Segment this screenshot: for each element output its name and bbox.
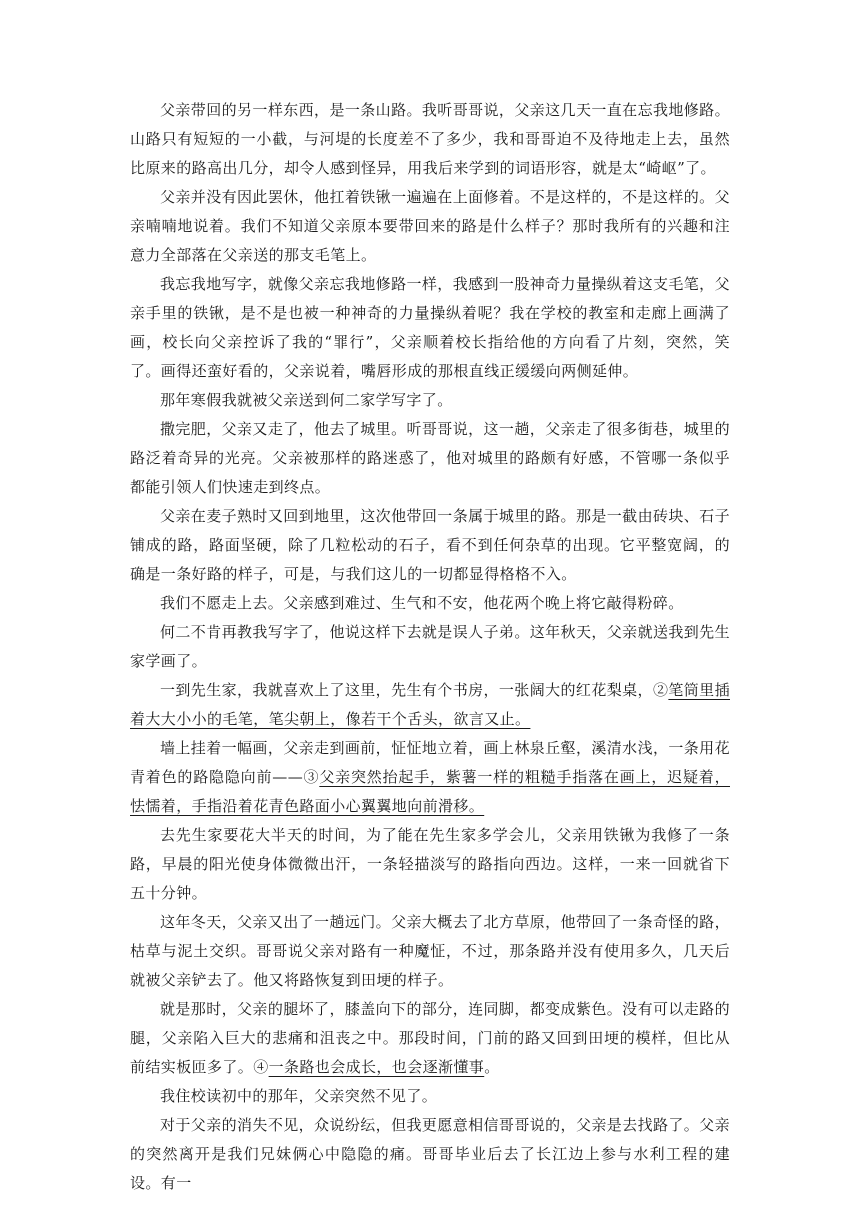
paragraph: [130, 415, 730, 502]
paragraph-text: 墙上挂着一幅画，父亲走到画前，怔怔地立着，画上林泉丘壑，溪清水浅，一条用花青着色的路隐隐向前——③: [130, 739, 730, 786]
paragraph: [130, 96, 730, 183]
paragraph: [130, 995, 730, 1082]
underlined-text: 笔筒里插着大大小小的毛笔，笔尖朝上，像若干个舌头，欲言又止。: [130, 681, 730, 728]
paragraph-text: 这年冬天，父亲又出了一趟远门。父亲大概去了北方草原，他带回了一条奇怪的路，枯草与泥土交织。哥哥说父亲对路有一种魔怔，不过，那条路并没有使用多久，几天后就被父亲铲去了。他又将路恢复到田埂的样子。: [130, 913, 730, 989]
paragraph: [130, 821, 730, 908]
paragraph-text: 我们不愿走上去。父亲感到难过、生气和不安，他花两个晚上将它敲得粉碎。: [160, 594, 684, 612]
paragraph-text: 去先生家要花大半天的时间，为了能在先生家多学会儿，父亲用铁锹为我修了一条路，早晨的阳光使身体微微出汗，一条轻描淡写的路指向西边。这样，一来一回就省下五十分钟。: [130, 826, 730, 902]
paragraph: [130, 270, 730, 386]
paragraph-text: 对于父亲的消失不见，众说纷纭，但我更愿意相信哥哥说的，父亲是去找路了。父亲的突然离开是我们兄妹俩心中隐隐的痛。哥哥毕业后去了长江边上参与水利工程的建设。有一: [130, 1116, 730, 1192]
paragraph-text: 。: [484, 1058, 500, 1076]
paragraph: [130, 502, 730, 589]
underlined-text: 父亲突然抬起手，紫薯一样的粗糙手指落在画上，迟疑着，怯懦着，手指沿着花青色路面小心翼翼地向前滑移。: [130, 768, 730, 815]
paragraph: [130, 183, 730, 270]
paragraph: [130, 1082, 730, 1111]
paragraph-text: 那年寒假我就被父亲送到何二家学写字了。: [160, 391, 453, 409]
paragraph: [130, 908, 730, 995]
paragraph-text: 一到先生家，我就喜欢上了这里，先生有个书房，一张阔大的红花梨桌，②: [160, 681, 669, 699]
paragraph: [130, 618, 730, 676]
paragraph-text: 就是那时，父亲的腿坏了，膝盖向下的部分，连同脚，都变成紫色。没有可以走路的腿，父亲陷入巨大的悲痛和沮丧之中。那段时间，门前的路又回到田埂的模样，但比从前结实板匝多了。④: [130, 1000, 730, 1076]
paragraph-text: 何二不肯再教我写字了，他说这样下去就是误人子弟。这年秋天，父亲就送我到先生家学画了。: [130, 623, 730, 670]
paragraph-text: 我忘我地写字，就像父亲忘我地修路一样，我感到一股神奇力量操纵着这支毛笔，父亲手里的铁锹，是不是也被一种神奇的力量操纵着呢？我在学校的教室和走廊上画满了画，校长向父亲控诉了我的“罪行”，父亲顺着校长指给他的方向看了片刻，突然，笑了。画得还蛮好看的，父亲说着，嘴唇形成的那根直线正缓缓向两侧延伸。: [130, 275, 730, 380]
paragraph: [130, 1111, 730, 1198]
document-page: [130, 96, 730, 1198]
paragraph: [130, 676, 730, 734]
paragraph: [130, 386, 730, 415]
paragraph-text: 父亲并没有因此罢休，他扛着铁锹一遍遍在上面修着。不是这样的，不是这样的。父亲喃喃地说着。我们不知道父亲原本要带回来的路是什么样子？那时我所有的兴趣和注意力全部落在父亲送的那支毛笔上。: [130, 188, 730, 264]
paragraph-text: 撒完肥，父亲又走了，他去了城里。听哥哥说，这一趟，父亲走了很多街巷，城里的路泛着奇异的光亮。父亲被那样的路迷惑了，他对城里的路颇有好感，不管哪一条似乎都能引领人们快速走到终点。: [130, 420, 730, 496]
paragraph: [130, 589, 730, 618]
paragraph-text: 我住校读初中的那年，父亲突然不见了。: [160, 1087, 438, 1105]
paragraph-text: 父亲带回的另一样东西，是一条山路。我听哥哥说，父亲这几天一直在忘我地修路。山路只有短短的一小截，与河堤的长度差不了多少，我和哥哥迫不及待地走上去，虽然比原来的路高出几分，却令人感到怪异，用我后来学到的词语形容，就是太“崎岖”了。: [130, 101, 730, 177]
paragraph: [130, 734, 730, 821]
underlined-text: 一条路也会成长，也会逐渐懂事: [268, 1058, 485, 1076]
paragraph-text: 父亲在麦子熟时又回到地里，这次他带回一条属于城里的路。那是一截由砖块、石子铺成的路，路面坚硬，除了几粒松动的石子，看不到任何杂草的出现。它平整宽阔，的确是一条好路的样子，可是，与我们这儿的一切都显得格格不入。: [130, 507, 730, 583]
